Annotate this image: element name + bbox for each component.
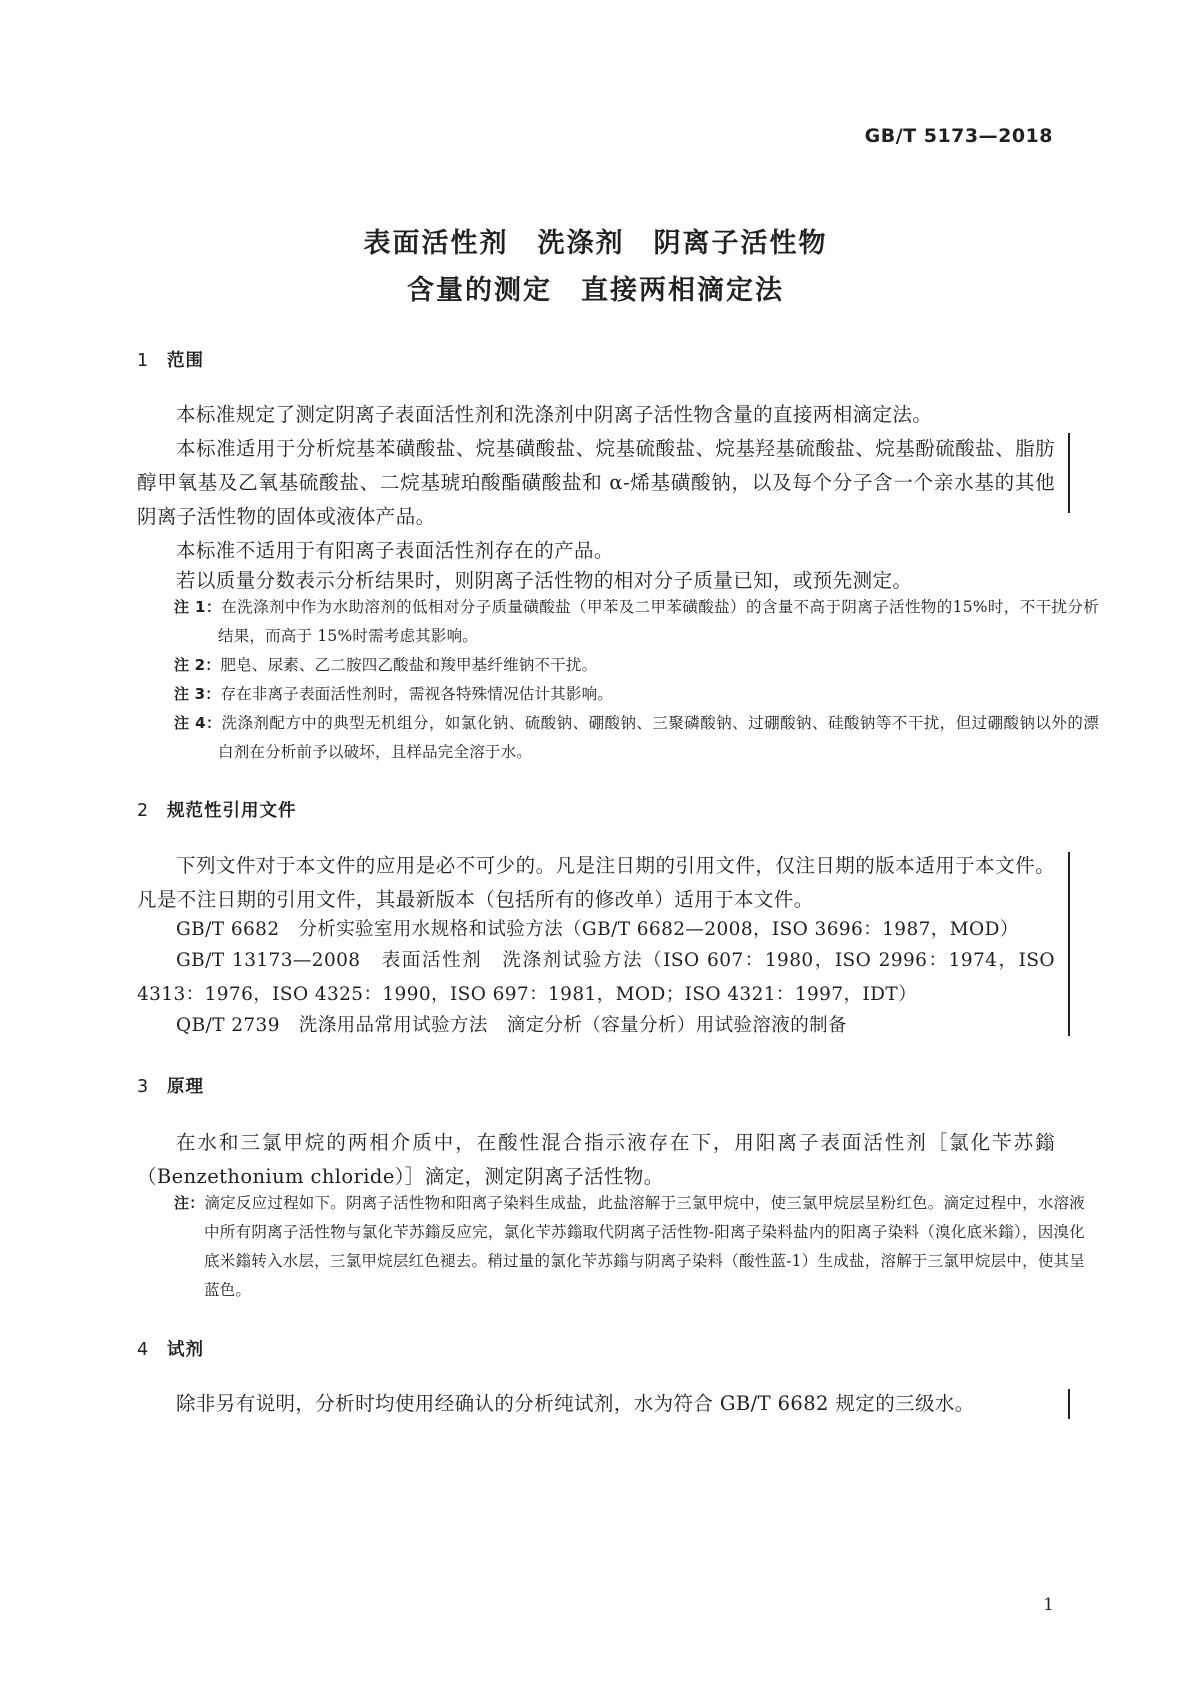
revision-bar xyxy=(1068,852,1070,1036)
standard-code: GB/T 5173—2018 xyxy=(864,125,1053,147)
note-text: 肥皂、尿素、乙二胺四乙酸盐和羧甲基纤维钠不干扰。 xyxy=(220,656,598,674)
title-line-1: 表面活性剂 洗涤剂 阴离子活性物 xyxy=(363,228,828,259)
section-number: 4 xyxy=(137,1340,150,1360)
section-number: 3 xyxy=(137,1077,150,1097)
paragraph: 本标准规定了测定阴离子表面活性剂和洗涤剂中阴离子活性物含量的直接两相滴定法。 xyxy=(176,403,933,426)
note xyxy=(174,651,1099,680)
note-label: 注 4： xyxy=(174,714,222,732)
note-label: 注 2： xyxy=(174,656,221,674)
paragraph: 本标准适用于分析烷基苯磺酸盐、烷基磺酸盐、烷基硫酸盐、烷基羟基硫酸盐、烷基酚硫酸盐、脂肪醇甲氧基及乙氧基硫酸盐、二烷基琥珀酸酯磺酸盐和 α-烯基磺酸钠，以及每个分子含一个亲水基的其他阴离子活性物的固体或液体产品。 xyxy=(137,437,1055,528)
title-line-2: 含量的测定 直接两相滴定法 xyxy=(407,275,784,306)
section-title: 规范性引用文件 xyxy=(167,801,297,821)
note-label: 注 3： xyxy=(174,685,221,703)
reference-item: QB/T 2739 洗涤用品常用试验方法 滴定分析（容量分析）用试验溶液的制备 xyxy=(176,1015,847,1036)
section-2-heading xyxy=(137,797,297,822)
reference-item: GB/T 13173—2008 表面活性剂 洗涤剂试验方法（ISO 607：1980，ISO 2996：1974，ISO 4313：1976，ISO 4325：1990，ISO 697：1981，MOD；ISO 4321：1997，IDT） xyxy=(137,950,1055,1005)
document-title xyxy=(0,220,1191,314)
page-number: 1 xyxy=(1043,1595,1054,1615)
section-title: 范围 xyxy=(167,351,204,371)
revision-bar xyxy=(1068,433,1070,513)
paragraph: 本标准不适用于有阳离子表面活性剂存在的产品。 xyxy=(176,539,614,562)
section-1-heading xyxy=(137,347,204,372)
note-label: 注： xyxy=(174,1194,205,1212)
note-text: 滴定反应过程如下。阴离子活性物和阳离子染料生成盐，此盐溶解于三氯甲烷中，使三氯甲烷层呈粉红色。滴定过程中，水溶液中所有阴离子活性物与氯化苄苏鎓反应完，氯化苄苏鎓取代阴离子活性物-阳离子染料盐内的阳离子染料（溴化底米鎓），因溴化底米鎓转入水层，三氯甲烷层红色褪去。稍过量的氯化苄苏鎓与阴离子染料（酸性蓝-1）生成盐，溶解于三氯甲烷层中，使其呈蓝色。 xyxy=(204,1194,1085,1299)
section-number: 1 xyxy=(137,351,150,371)
paragraph: 除非另有说明，分析时均使用经确认的分析纯试剂，水为符合 GB/T 6682 规定的三级水。 xyxy=(176,1392,975,1415)
section-4-heading xyxy=(137,1336,204,1361)
note-label: 注 1： xyxy=(174,598,222,616)
revision-bar xyxy=(1068,1389,1070,1419)
note xyxy=(174,709,1099,767)
section-title: 试剂 xyxy=(167,1340,204,1360)
note xyxy=(174,1189,1085,1305)
paragraph: 若以质量分数表示分析结果时，则阴离子活性物的相对分子质量已知，或预先测定。 xyxy=(176,569,913,592)
paragraph: 下列文件对于本文件的应用是必不可少的。凡是注日期的引用文件，仅注日期的版本适用于本文件。凡是不注日期的引用文件，其最新版本（包括所有的修改单）适用于本文件。 xyxy=(137,854,1055,911)
note-text: 在洗涤剂中作为水助溶剂的低相对分子质量磺酸盐（甲苯及二甲苯磺酸盐）的含量不高于阴离子活性物的15%时，不干扰分析结果，而高于 15%时需考虑其影响。 xyxy=(218,598,1099,645)
section-number: 2 xyxy=(137,801,150,821)
note xyxy=(174,593,1099,651)
note xyxy=(174,680,1099,709)
section-3-heading xyxy=(137,1073,204,1098)
section-title: 原理 xyxy=(167,1077,204,1097)
note-text: 洗涤剂配方中的典型无机组分，如氯化钠、硫酸钠、硼酸钠、三聚磷酸钠、过硼酸钠、硅酸钠等不干扰，但过硼酸钠以外的漂白剂在分析前予以破坏，且样品完全溶于水。 xyxy=(218,714,1099,761)
note-text: 存在非离子表面活性剂时，需视各特殊情况估计其影响。 xyxy=(220,685,613,703)
reference-item: GB/T 6682 分析实验室用水规格和试验方法（GB/T 6682—2008，ISO 3696：1987，MOD） xyxy=(176,919,1019,940)
paragraph: 在水和三氯甲烷的两相介质中，在酸性混合指示液存在下，用阳离子表面活性剂［氯化苄苏鎓（Benzethonium chloride）］滴定，测定阴离子活性物。 xyxy=(137,1131,1055,1188)
